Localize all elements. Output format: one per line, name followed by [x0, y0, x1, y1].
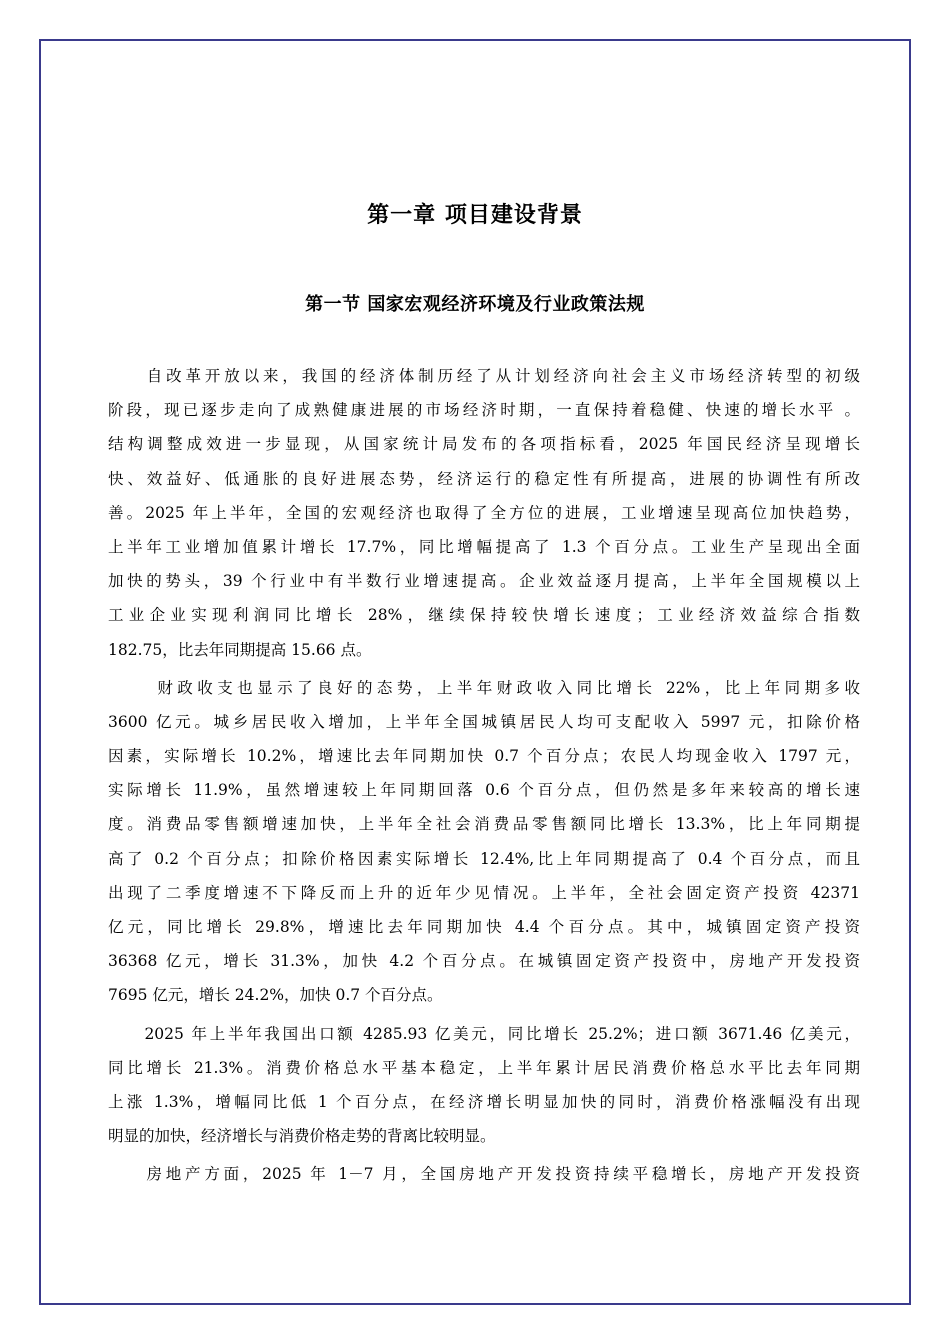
- text-line: 同比增长 21.3%。消费价格总水平基本稳定，上半年累计居民消费价格总水平比去年同期: [108, 1058, 860, 1077]
- text-line: 高了 0.2 个百分点；扣除价格因素实际增长 12.4%,比上年同期提高了 0.4 个百分点，而且: [108, 849, 860, 868]
- text-line: 因素，实际增长 10.2%，增速比去年同期加快 0.7 个百分点；农民人均现金收入 1797 元，: [108, 747, 860, 766]
- text-line: 快、效益好、低通胀的良好进展态势，经济运行的稳定性有所提高，进展的协调性有所改: [108, 469, 860, 488]
- text-line: 财政收支也显示了良好的态势，上半年财政收入同比增长 22%，比上年同期多收: [108, 678, 860, 697]
- text-line: 出现了二季度增速不下降反而上升的近年少见情况。上半年，全社会固定资产投资 42371: [108, 883, 860, 902]
- text-line: 房地产方面，2025 年 1－7 月，全国房地产开发投资持续平稳增长，房地产开发投资: [108, 1165, 860, 1184]
- text-line: 7695 亿元，增长 24.2%，加快 0.7 个百分点。: [108, 986, 443, 1005]
- text-line: 上涨 1.3%，增幅同比低 1 个百分点，在经济增长明显加快的同时，消费价格涨幅没有出现: [108, 1092, 860, 1111]
- text-line: 182.75，比去年同期提高 15.66 点。: [108, 640, 372, 659]
- text-line: 明显的加快，经济增长与消费价格走势的背离比较明显。: [108, 1127, 496, 1146]
- text-line: 实际增长 11.9%，虽然增速较上年同期回落 0.6 个百分点，但仍然是多年来较高的增长速: [108, 781, 860, 800]
- body-text: [108, 359, 860, 1192]
- text-line: 36368 亿元，增长 31.3%，加快 4.2 个百分点。在城镇固定资产投资中，房地产开发投资: [108, 952, 860, 971]
- text-line: 自改革开放以来，我国的经济体制历经了从计划经济向社会主义市场经济转型的初级: [108, 367, 860, 385]
- text-line: 度。消费品零售额增速加快，上半年全社会消费品零售额同比增长 13.3%，比上年同期提: [108, 815, 860, 834]
- text-line: 亿元，同比增长 29.8%，增速比去年同期加快 4.4 个百分点。其中，城镇固定资产投资: [108, 918, 860, 936]
- chapter-title: 第一章 项目建设背景: [367, 203, 583, 228]
- text-line: 善。2025 年上半年，全国的宏观经济也取得了全方位的进展，工业增速呈现高位加快趋势，: [108, 503, 860, 522]
- text-line: 2025 年上半年我国出口额 4285.93 亿美元，同比增长 25.2%；进口额 3671.46 亿美元，: [108, 1024, 860, 1043]
- text-line: 结构调整成效进一步显现，从国家统计局发布的各项指标看，2025 年国民经济呈现增长: [108, 435, 860, 454]
- text-line: 阶段，现已逐步走向了成熟健康进展的市场经济时期，一直保持着稳健、快速的增长水平 。: [108, 401, 860, 420]
- section-title: 第一节 国家宏观经济环境及行业政策法规: [305, 294, 645, 315]
- text-line: 加快的势头，39 个行业中有半数行业增速提高。企业效益逐月提高，上半年全国规模以上: [108, 572, 860, 591]
- text-line: 工业企业实现利润同比增长 28%，继续保持较快增长速度；工业经济效益综合指数: [108, 606, 860, 625]
- text-line: 3600 亿元。城乡居民收入增加，上半年全国城镇居民人均可支配收入 5997 元，扣除价格: [108, 712, 860, 731]
- text-line: 上半年工业增加值累计增长 17.7%，同比增幅提高了 1.3 个百分点。工业生产呈现出全面: [108, 537, 860, 556]
